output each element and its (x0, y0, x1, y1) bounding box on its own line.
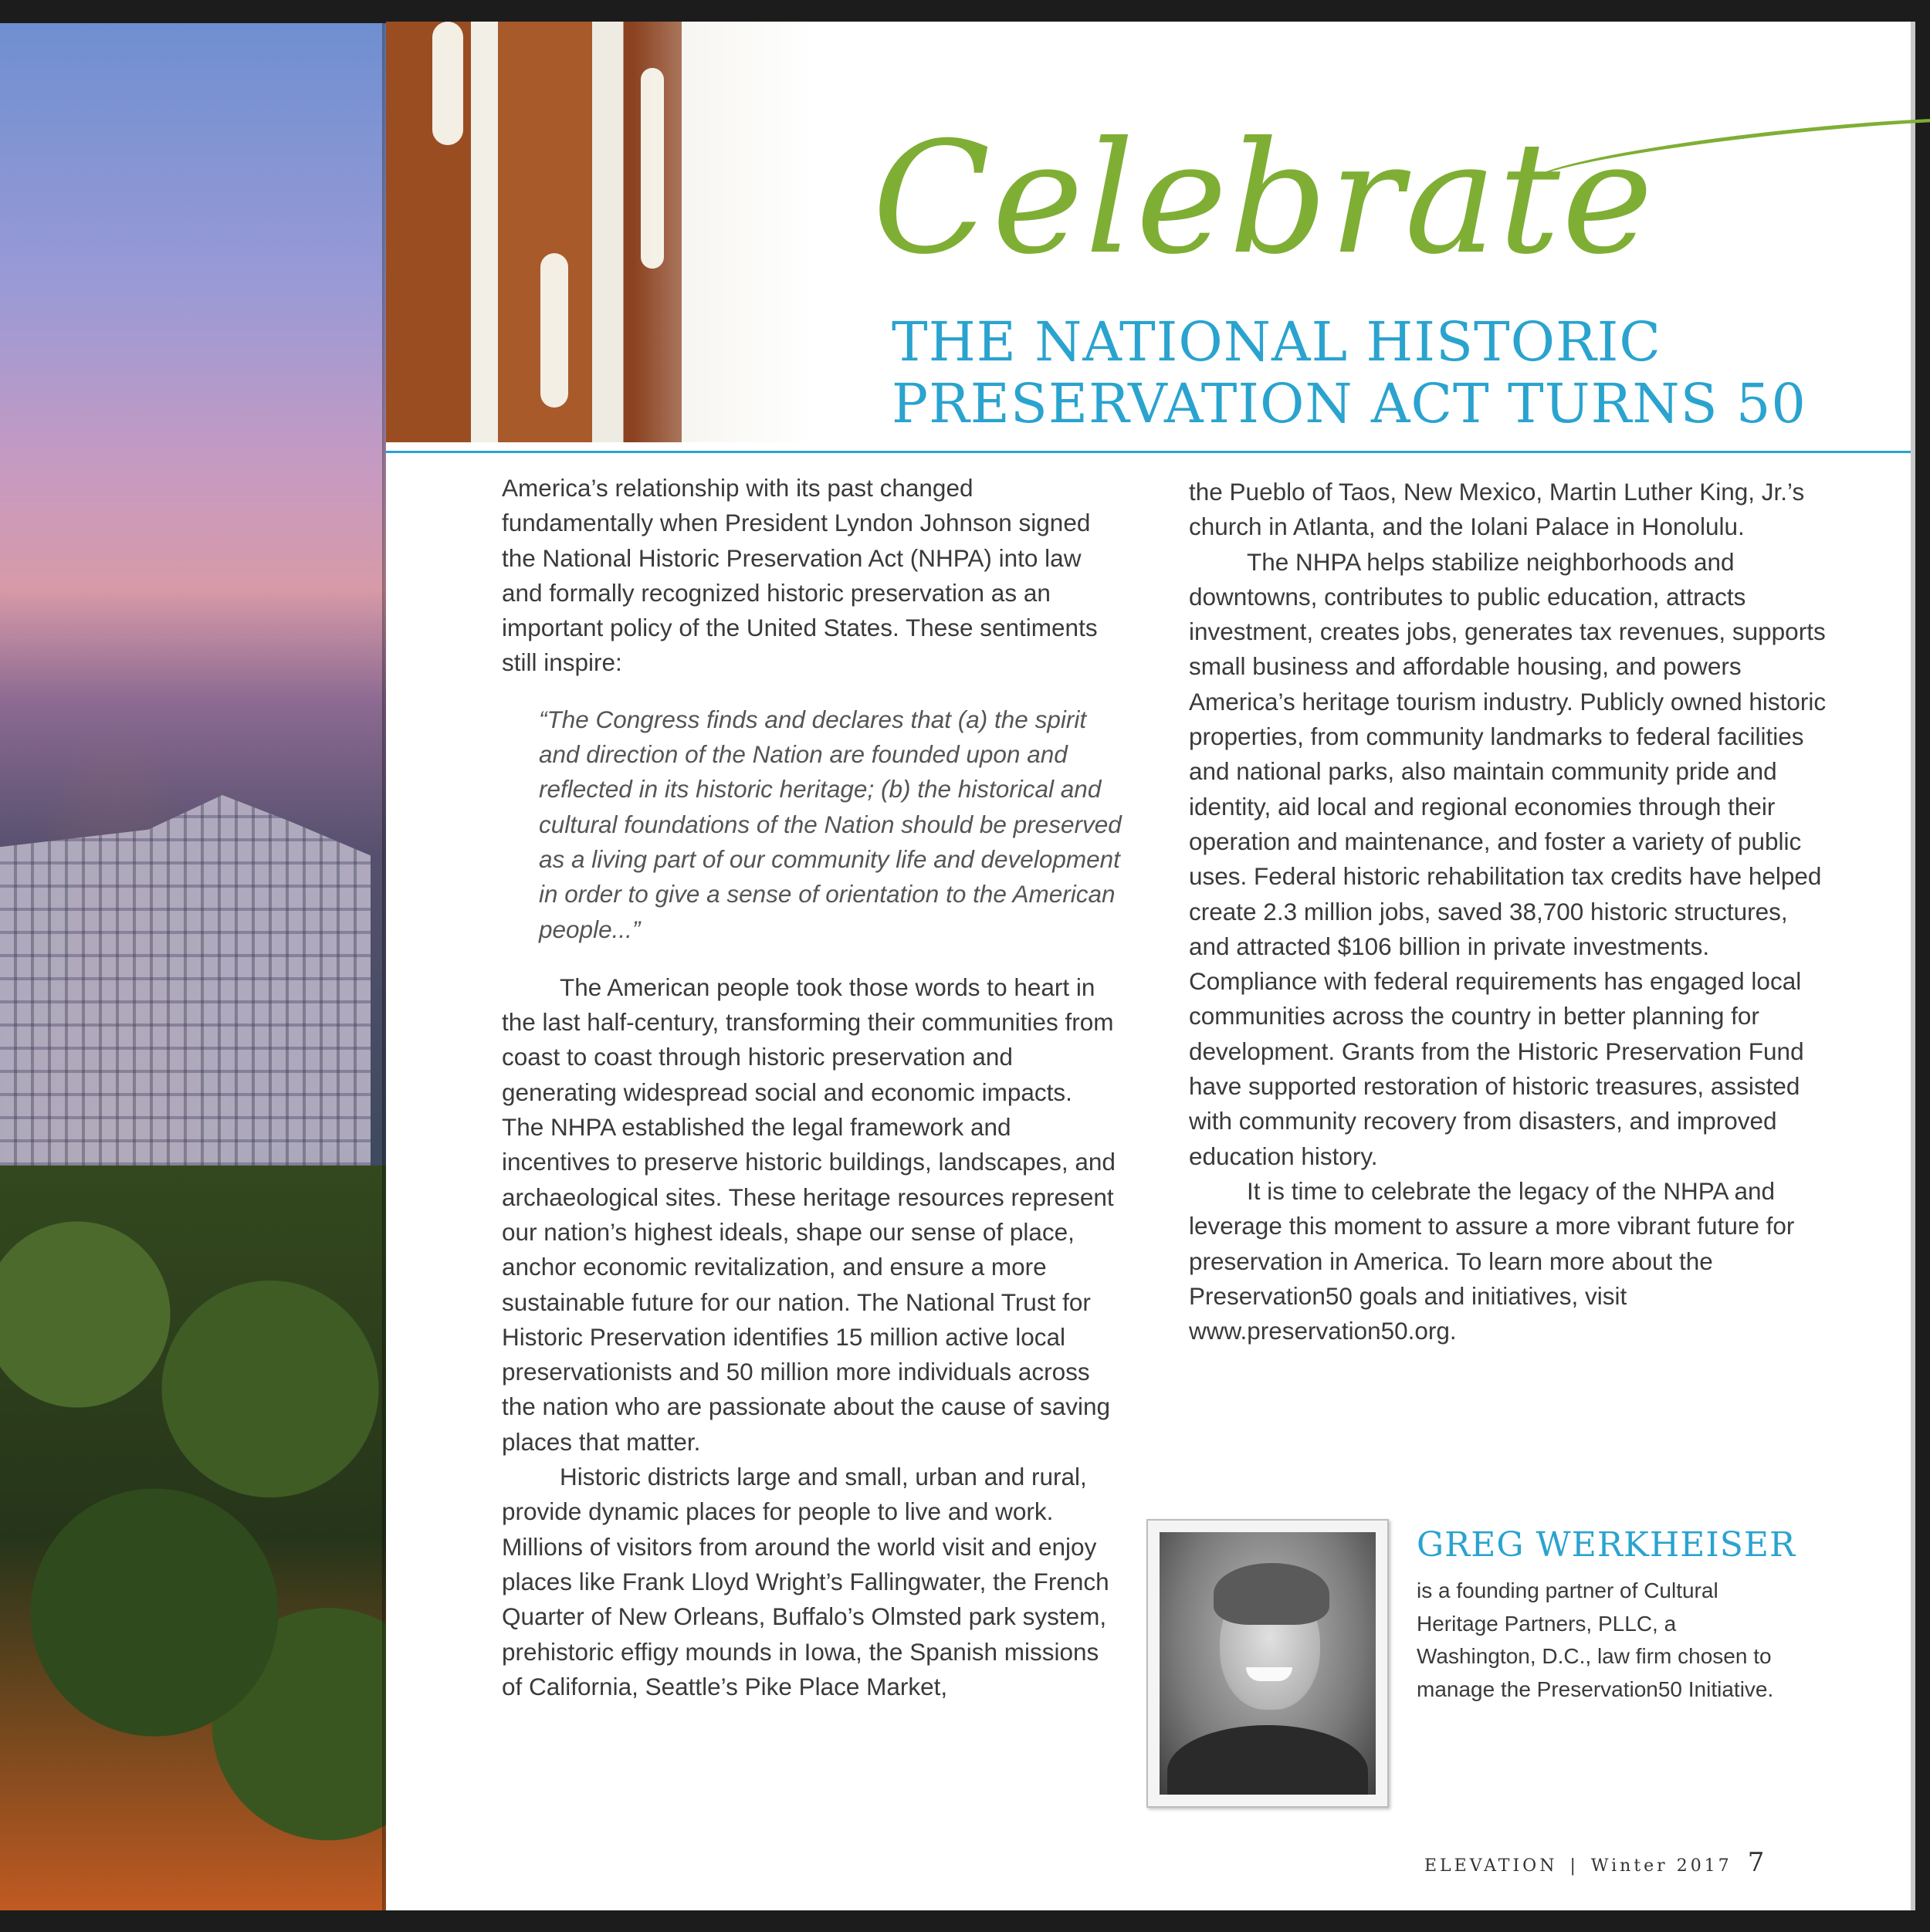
article-paragraph: It is time to celebrate the legacy of the NHPA and leverage this moment to assure a more vibrant future for preservation in America. To learn more about the Preservation50 goals and initiatives, visit www.preservation50.org. (1189, 1176, 1795, 1345)
author-bio: is a founding partner of Cultural Heritage Partners, PLLC, a Washington, D.C., law firm chosen to manage the Preservation50 Initiative. (1417, 1578, 1774, 1701)
city-building-image (0, 795, 371, 1227)
portrait-hair (1214, 1563, 1329, 1625)
author-portrait (1146, 1519, 1389, 1808)
page-footer (1424, 1847, 1764, 1878)
article-paragraph: the Pueblo of Taos, New Mexico, Martin Luther King, Jr.’s church in Atlanta, and the Iolani Palace in Honolulu. (1189, 478, 1805, 541)
headline-line-1: THE NATIONAL HISTORIC (892, 310, 1661, 374)
article-column-right (1189, 475, 1830, 1348)
article-column-left (502, 471, 1122, 1704)
block-quote: “The Congress finds and declares that (a) the spirit and direction of the Nation are founded upon and reflected in its historic heritage; (b) the historical and cultural foundations of the Nation should be preserved as a living part of our community life and development in order to give a sense of orientation to the American people...” (539, 705, 1122, 943)
magazine-page (386, 22, 1915, 1910)
headline-line-2: PRESERVATION ACT TURNS 50 (892, 372, 1806, 435)
header-rule (386, 451, 1911, 453)
page-number: 7 (1747, 1847, 1765, 1878)
footer-separator: | (1569, 1856, 1579, 1876)
peeling-wood-photo (386, 22, 834, 442)
article-paragraph: The NHPA helps stabilize neighborhoods and downtowns, contributes to public education, attracts investment, creates jobs, generates tax revenues, supports small business and affordable housing, and powers America’s heritage tourism industry. Publicly owned historic properties, from community landmarks to federal facilities and national parks, also maintain community pride and identity, aid local and regional economies through their operation and maintenance, and foster a variety of public uses. Federal historic rehabilitation tax credits have helped create 2.3 million jobs, saved 38,700 historic structures, and attracted $106 billion in private investments. Compliance with federal requirements has engaged local communities across the country in better planning for development. Grants from the Historic Preservation Fund have supported restoration of historic treasures, assisted with community recovery from disasters, and improved education history. (1189, 547, 1827, 1170)
author-photo (1160, 1532, 1376, 1795)
issue-date: Winter 2017 (1590, 1856, 1732, 1876)
magazine-name: ELEVATION (1424, 1856, 1558, 1876)
paint-crack (432, 22, 463, 145)
portrait-smile (1246, 1667, 1292, 1681)
script-title: Celebrate (872, 109, 1655, 289)
photo-fade (633, 22, 834, 442)
author-name: GREG WERKHEISER (1417, 1525, 1796, 1565)
headline (892, 311, 1806, 435)
article-paragraph: The American people took those words to heart in the last half-century, transforming their communities from coast to coast through historic preservation and generating widespread social and economic impacts. The NHPA established the legal framework and incentives to preserve historic buildings, landscapes, and archaeological sites. These heritage resources represent our nation’s highest ideals, shape our sense of place, anchor economic revitalization, and ensure a more sustainable future for our nation. The National Trust for Historic Preservation identifies 15 million active local preservationists and 50 million more individuals across the nation who are passionate about the cause of saving places that matter. (502, 973, 1116, 1456)
article-paragraph: Historic districts large and small, urban and rural, provide dynamic places for people to live and work. Millions of visitors from around the world visit and enjoy places like Frank Lloyd Wright’s Fallingwater, the French Quarter of New Orleans, Buffalo’s Olmsted park system, prehistoric effigy mounds in Iowa, the Spanish missions of California, Seattle’s Pike Place Market, (502, 1463, 1109, 1700)
portrait-shirt (1167, 1725, 1368, 1795)
previous-page-city-photo (0, 23, 386, 1910)
trees-image (0, 1166, 386, 1910)
paint-crack (540, 253, 568, 408)
article-paragraph: America’s relationship with its past changed fundamentally when President Lyndon Johnson signed the National Historic Preservation Act (NHPA) into law and formally recognized historic preservation as an important policy of the United States. These sentiments still inspire: (502, 474, 1098, 677)
